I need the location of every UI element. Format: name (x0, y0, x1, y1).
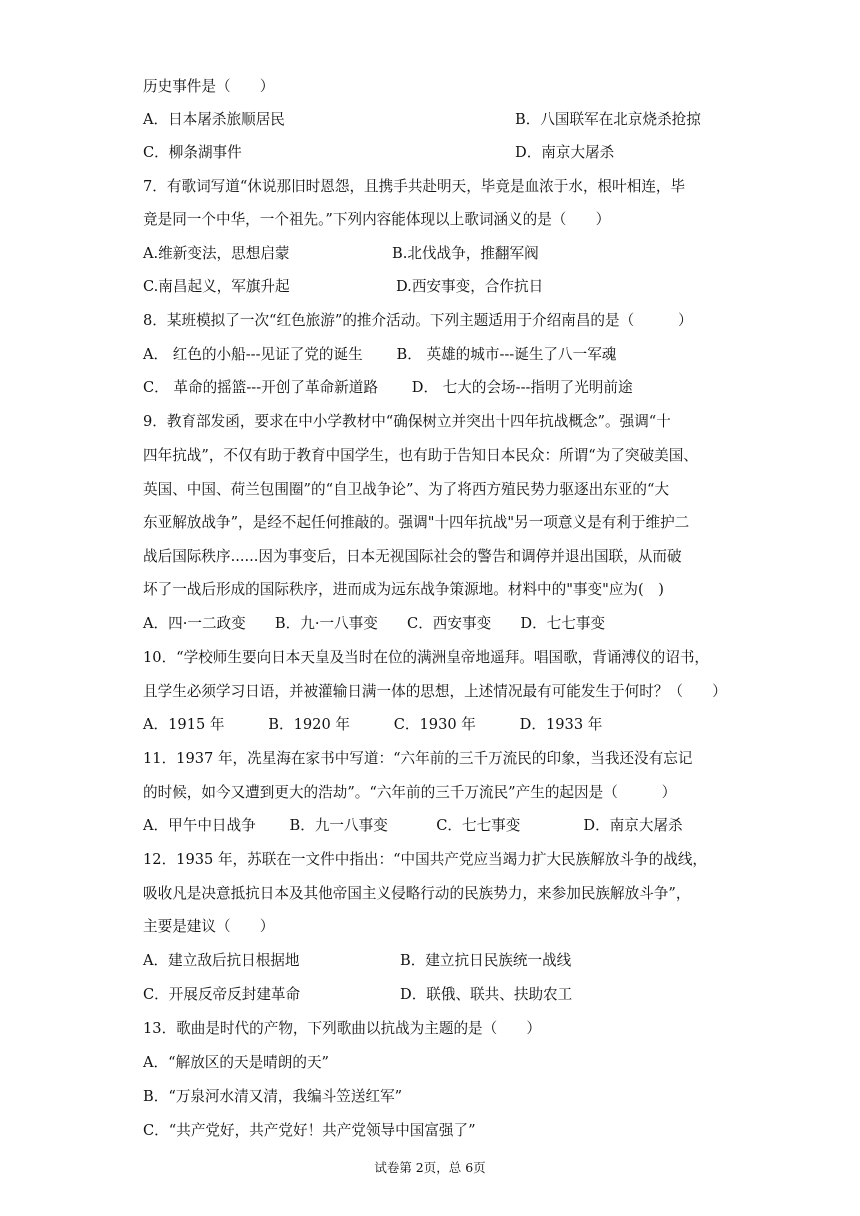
q11-options: A．甲午中日战争 B．九一八事变 C．七七事变 D．南京大屠杀 (143, 817, 683, 834)
q12-option-b: B．建立抗日民族统一战线 (400, 952, 572, 969)
q8-options-line-2: C． 革命的摇篮---开创了革命新道路 D． 七大的会场---指明了光明前途 (143, 379, 633, 396)
q13-option-a: A．“解放区的天是晴朗的天” (143, 1054, 329, 1071)
q11-stem-line-2: 的时候，如今又遭到更大的浩劫”。“六年前的三千万流民”产生的起因是（ ） (143, 784, 677, 801)
q10-stem-line-2: 且学生必须学习日语，并被灌输日满一体的思想，上述情况最有可能发生于何时？（ ） (143, 683, 727, 700)
q6-stem-end: 历史事件是（ ） (143, 78, 275, 95)
q10-stem-line-1: 10．“学校师生要向日本天皇及当时在位的满洲皇帝地遥拜。唱国歌，背诵溥仪的诏书， (143, 649, 710, 666)
q9-options: A．四·一二政变 B．九·一八事变 C．西安事变 D．七七事变 (143, 615, 606, 632)
q6-option-b: B．八国联军在北京烧杀抢掠 (515, 111, 701, 128)
q7-option-c: C.南昌起义，军旗升起 (143, 278, 290, 295)
q9-stem-line-2: 四年抗战”，不仅有助于教育中国学生，也有助于告知日本民众：所谓“为了突破美国、 (143, 447, 698, 464)
q7-stem-line-1: 7．有歌词写道“休说那旧时恩怨，且携手共赴明天，毕竟是血浓于水，根叶相连，毕 (143, 178, 686, 195)
q7-stem-line-2: 竟是同一个中华，一个祖先。”下列内容能体现以上歌词涵义的是（ ） (143, 211, 611, 228)
q10-options: A．1915 年 B．1920 年 C．1930 年 D．1933 年 (143, 716, 603, 733)
q8-options-line-1: A． 红色的小船---见证了党的诞生 B． 英雄的城市---诞生了八一军魂 (143, 346, 617, 363)
q6-option-d: D．南京大屠杀 (515, 144, 615, 161)
q12-stem-line-3: 主要是建议（ ） (143, 918, 275, 935)
q12-stem-line-1: 12．1935 年，苏联在一文件中指出：“中国共产党应当竭力扩大民族解放斗争的战线， (143, 851, 708, 868)
q9-stem-line-3: 英国、中国、荷兰包围圈”的“自卫战争论”、为了将西方殖民势力驱逐出东亚的“大 (143, 481, 670, 498)
q9-stem-line-5: 战后国际秩序......因为事变后，日本无视国际社会的警告和调停并退出国联，从而破 (143, 548, 682, 565)
q8-stem: 8．某班模拟了一次“红色旅游”的推介活动。下列主题适用于介绍南昌的是（ ） (143, 312, 693, 329)
q7-option-b: B.北伐战争，推翻军阀 (392, 245, 539, 262)
q11-stem-line-1: 11．1937 年，冼星海在家书中写道：“六年前的三千万流民的印象，当我还没有忘记 (143, 750, 693, 767)
q12-option-c: C．开展反帝反封建革命 (143, 986, 301, 1003)
q12-options-row-2 (143, 985, 573, 1005)
q12-option-d: D．联俄、联共、扶助农工 (400, 986, 573, 1003)
q7-options-row-2 (143, 277, 544, 297)
q6-option-c: C．柳条湖事件 (143, 144, 242, 161)
q12-option-a: A．建立敌后抗日根据地 (143, 952, 300, 969)
q9-stem-line-1: 9．教育部发函，要求在中小学教材中“确保树立并突出十四年抗战概念”。强调“十 (143, 413, 671, 430)
q7-option-d: D.西安事变，合作抗日 (396, 278, 544, 295)
q13-stem: 13．歌曲是时代的产物，下列歌曲以抗战为主题的是（ ） (143, 1020, 542, 1037)
q9-stem-line-4: 东亚解放战争”，是经不起任何推敲的。强调"十四年抗战"另一项意义是有利于维护二 (143, 514, 690, 531)
q13-option-c: C．“共产党好，共产党好！共产党领导中国富强了” (143, 1122, 476, 1139)
q12-options-row-1 (143, 951, 572, 971)
q7-option-a: A.维新变法，思想启蒙 (143, 245, 290, 262)
q7-options-row-1 (143, 244, 539, 264)
page-footer: 试卷第 2页，总 6页 (374, 1160, 486, 1175)
q13-option-b: B．“万泉河水清又清，我编斗笠送红军” (143, 1088, 403, 1105)
q12-stem-line-2: 吸收凡是决意抵抗日本及其他帝国主义侵略行动的民族势力，来参加民族解放斗争”， (143, 885, 691, 902)
q9-stem-line-6: 坏了一战后形成的国际秩序，进而成为远东战争策源地。材料中的"事变"应为( ) (143, 581, 665, 598)
q6-options-row-2 (143, 143, 615, 163)
q6-option-a: A．日本屠杀旅顺居民 (143, 111, 285, 128)
q6-options-row-1 (143, 110, 701, 130)
